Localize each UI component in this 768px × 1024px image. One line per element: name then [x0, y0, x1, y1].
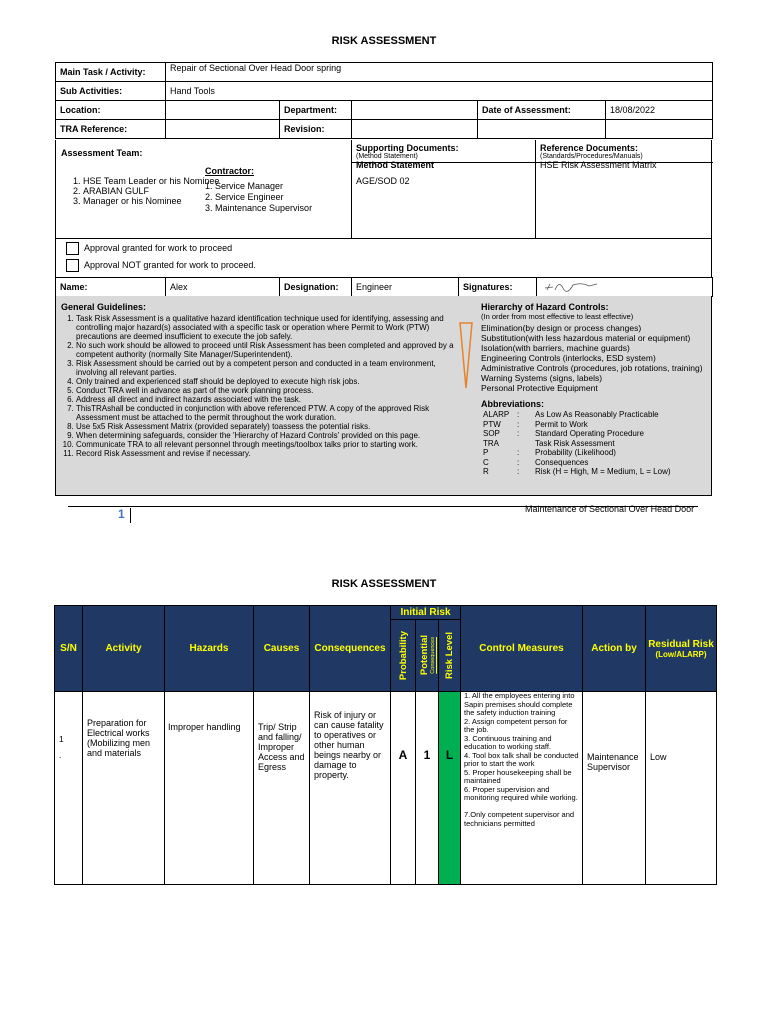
guideline-item: 10. Communicate TRA to all relevant personnel through meetings/toolbox talks prior to starting work.: [76, 440, 468, 449]
contractor-list: [205, 181, 312, 214]
guideline-item: 4. Only trained and experienced staff should be deployed to execute high risk jobs.: [76, 377, 468, 386]
control-item: 5. Proper housekeeping shall be maintained: [464, 767, 572, 785]
hierarchy-block: [481, 302, 711, 477]
header-residual-risk: Residual Risk (Low/ALARP): [646, 606, 717, 692]
cell-risk-level: L: [439, 692, 461, 885]
cell-sn: 1 .: [55, 692, 83, 885]
approval-not-granted-checkbox[interactable]: [66, 259, 79, 272]
header-potential: Potential Consequences: [416, 620, 439, 692]
sub-activities-label: Sub Activities:: [56, 82, 166, 101]
revision-value: [352, 120, 478, 139]
cell-probability: A: [391, 692, 416, 885]
header-sn: S/N: [55, 606, 83, 692]
supporting-docs-sub: (Method Statement): [356, 153, 418, 160]
name-row: [55, 277, 713, 297]
control-item: 3. Continuous training and education to working staff.: [464, 733, 552, 751]
reference-docs-label: Reference Documents:: [540, 143, 639, 153]
header-control-measures: Control Measures: [461, 606, 583, 692]
header-activity: Activity: [83, 606, 165, 692]
method-statement-value: AGE/SOD 02: [356, 176, 410, 186]
hierarchy-title: Hierarchy of Hazard Controls:: [481, 302, 609, 312]
cell-activity: Preparation for Electrical works (Mobilizing men and materials: [83, 692, 165, 885]
location-value: [166, 101, 280, 120]
abbreviations-table: ALARP : As Low As Reasonably Practicable PTW : Permit to Work SOP : Standard Operating Procedure TRA Task Risk Assessment P : Probability (Likelihood) C : Consequences R : Risk (H = High, M = Medium, L = Low): [483, 410, 671, 476]
control-item: 7.Only competent supervisor and technicians permitted: [464, 810, 575, 828]
hierarchy-arrow-icon: [459, 322, 473, 390]
main-task-label: Main Task / Activity:: [56, 63, 166, 82]
guidelines-title: General Guidelines:: [61, 302, 147, 312]
footer-divider: [130, 508, 131, 523]
tra-reference-label: TRA Reference:: [56, 120, 166, 139]
page-number: 1: [118, 507, 125, 521]
team-member: 1. HSE Team Leader or his Nominee: [83, 176, 233, 186]
designation-value: Engineer: [352, 278, 459, 297]
department-value: [352, 101, 478, 120]
hierarchy-item: Engineering Controls (interlocks, ESD system): [481, 353, 656, 363]
name-label: Name:: [56, 278, 166, 297]
header-initial-risk: Initial Risk: [391, 606, 461, 620]
header-probability: Probability: [391, 620, 416, 692]
guideline-item: 6. Address all direct and indirect hazards associated with the task.: [76, 395, 468, 404]
guideline-item: 7. ThisTRAshall be conducted in conjunction with above referenced PTW. A copy of the approved Risk Assessment must be attached to the permit throughout the work duration.: [76, 404, 468, 422]
hierarchy-item: Administrative Controls (procedures, job rotations, training): [481, 363, 703, 373]
cell-causes: Trip/ Strip and falling/ Improper Access and Egress: [254, 692, 310, 885]
contractor-member: 3. Maintenance Supervisor: [205, 203, 313, 213]
header-causes: Causes: [254, 606, 310, 692]
hierarchy-list: [481, 323, 711, 393]
hierarchy-item: Isolation(with barriers, machine guards): [481, 343, 630, 353]
cell-consequences: Risk of injury or can cause fatality to operatives or other human beings nearby or damage to property.: [310, 692, 391, 885]
header-consequences: Consequences: [310, 606, 391, 692]
hierarchy-item: Substitution(with less hazardous material or equipment): [481, 333, 691, 343]
guidelines-panel: [55, 296, 712, 496]
team-member: 2. ARABIAN GULF: [83, 186, 233, 196]
control-item: 2. Assign competent person for the job.: [464, 716, 568, 734]
guideline-item: 2. No such work should be allowed to proceed until Risk Assessment has been completed and approved by a competent authority (normally Site Manager/Superintendent).: [76, 341, 468, 359]
supporting-docs-label: Supporting Documents:: [356, 143, 459, 153]
assessment-team-label: Assessment Team:: [61, 148, 143, 158]
reference-docs-cell: [536, 140, 713, 170]
assessment-team-block: [55, 140, 712, 239]
page2-title: RISK ASSESSMENT: [331, 578, 437, 590]
main-task-value: Repair of Sectional Over Head Door spring: [166, 63, 713, 82]
date-label: Date of Assessment:: [478, 101, 606, 120]
date-value: 18/08/2022: [606, 101, 713, 120]
method-statement-label: Method Statement: [356, 160, 435, 170]
tra-reference-value: [166, 120, 280, 139]
supporting-docs-cell: [351, 140, 536, 239]
sub-activities-value: Hand Tools: [166, 82, 713, 101]
control-item: 1. All the employees entering into Sapin premises should complete the safety induction training: [464, 691, 575, 717]
hierarchy-item: Warning Systems (signs, labels): [481, 373, 603, 383]
cell-hazards: Improper handling: [165, 692, 254, 885]
signatures-label: Signatures:: [459, 278, 537, 297]
control-item: 4. Tool box talk shall be conducted prior to start the work: [464, 750, 579, 768]
footer-text: Maintenance of Sectional Over Head Door: [525, 504, 695, 514]
contractor-member: 2. Service Engineer: [205, 192, 284, 202]
approval-granted-label: Approval granted for work to proceed: [84, 242, 233, 253]
control-item: 6. Proper supervision and monitoring required while working.: [464, 784, 578, 802]
guideline-item: 9. When determining safeguards, consider the 'Hierarchy of Hazard Controls' provided on this page.: [76, 431, 468, 440]
header-hazards: Hazards: [165, 606, 254, 692]
header-action-by: Action by: [583, 606, 646, 692]
hierarchy-sub: (In order from most effective to least effective): [481, 312, 634, 321]
abbreviations-title: Abbreviations:: [481, 399, 545, 409]
guideline-item: 1. Task Risk Assessment is a qualitative hazard identification technique used for identifying, assessing and controlling major hazard(s) associated with a specific task or operation where Permit to Work (PTW) precautions are deemed insufficient to execute the job safely.: [76, 314, 468, 341]
table-row: [55, 692, 717, 885]
guideline-item: 3. Risk Assessment should be carried out by a competent person and conducted in a team environment, involving all relevant parties.: [76, 359, 468, 377]
approval-block: [55, 239, 712, 278]
reference-docs-sub: (Standards/Procedures/Manuals): [540, 153, 643, 160]
approval-granted-checkbox[interactable]: [66, 242, 79, 255]
guidelines-list: [54, 314, 468, 458]
signature-value: [537, 278, 713, 297]
cell-action-by: Maintenance Supervisor: [583, 692, 646, 885]
page1-title: RISK ASSESSMENT: [331, 35, 437, 47]
contractor-member: 1. Service Manager: [205, 181, 284, 191]
cell-control-measures: [461, 692, 583, 885]
task-info-table: [55, 62, 713, 139]
guideline-item: 8. Use 5x5 Risk Assessment Matrix (provided separately) toassess the potential risks.: [76, 422, 468, 431]
signature-scribble: [541, 278, 601, 294]
guideline-item: 5. Conduct TRA well in advance as part of the work planning process.: [76, 386, 468, 395]
department-label: Department:: [280, 101, 352, 120]
hierarchy-item: Elimination(by design or process changes): [481, 323, 642, 333]
designation-label: Designation:: [280, 278, 352, 297]
location-label: Location:: [56, 101, 166, 120]
header-risk-level: Risk Level: [439, 620, 461, 692]
hierarchy-item: Personal Protective Equipment: [481, 383, 598, 393]
reference-docs-value: HSE Risk Assessment Matrix: [540, 160, 657, 170]
risk-table: [54, 605, 717, 885]
cell-residual-risk: Low: [646, 692, 717, 885]
contractor-label: Contractor:: [205, 166, 254, 176]
team-member: 3. Manager or his Nominee: [83, 196, 233, 206]
approval-not-granted-label: Approval NOT granted for work to proceed.: [84, 259, 256, 270]
revision-label: Revision:: [280, 120, 352, 139]
cell-potential: 1: [416, 692, 439, 885]
name-value: Alex: [166, 278, 280, 297]
guideline-item: 11. Record Risk Assessment and revise if necessary.: [76, 449, 468, 458]
